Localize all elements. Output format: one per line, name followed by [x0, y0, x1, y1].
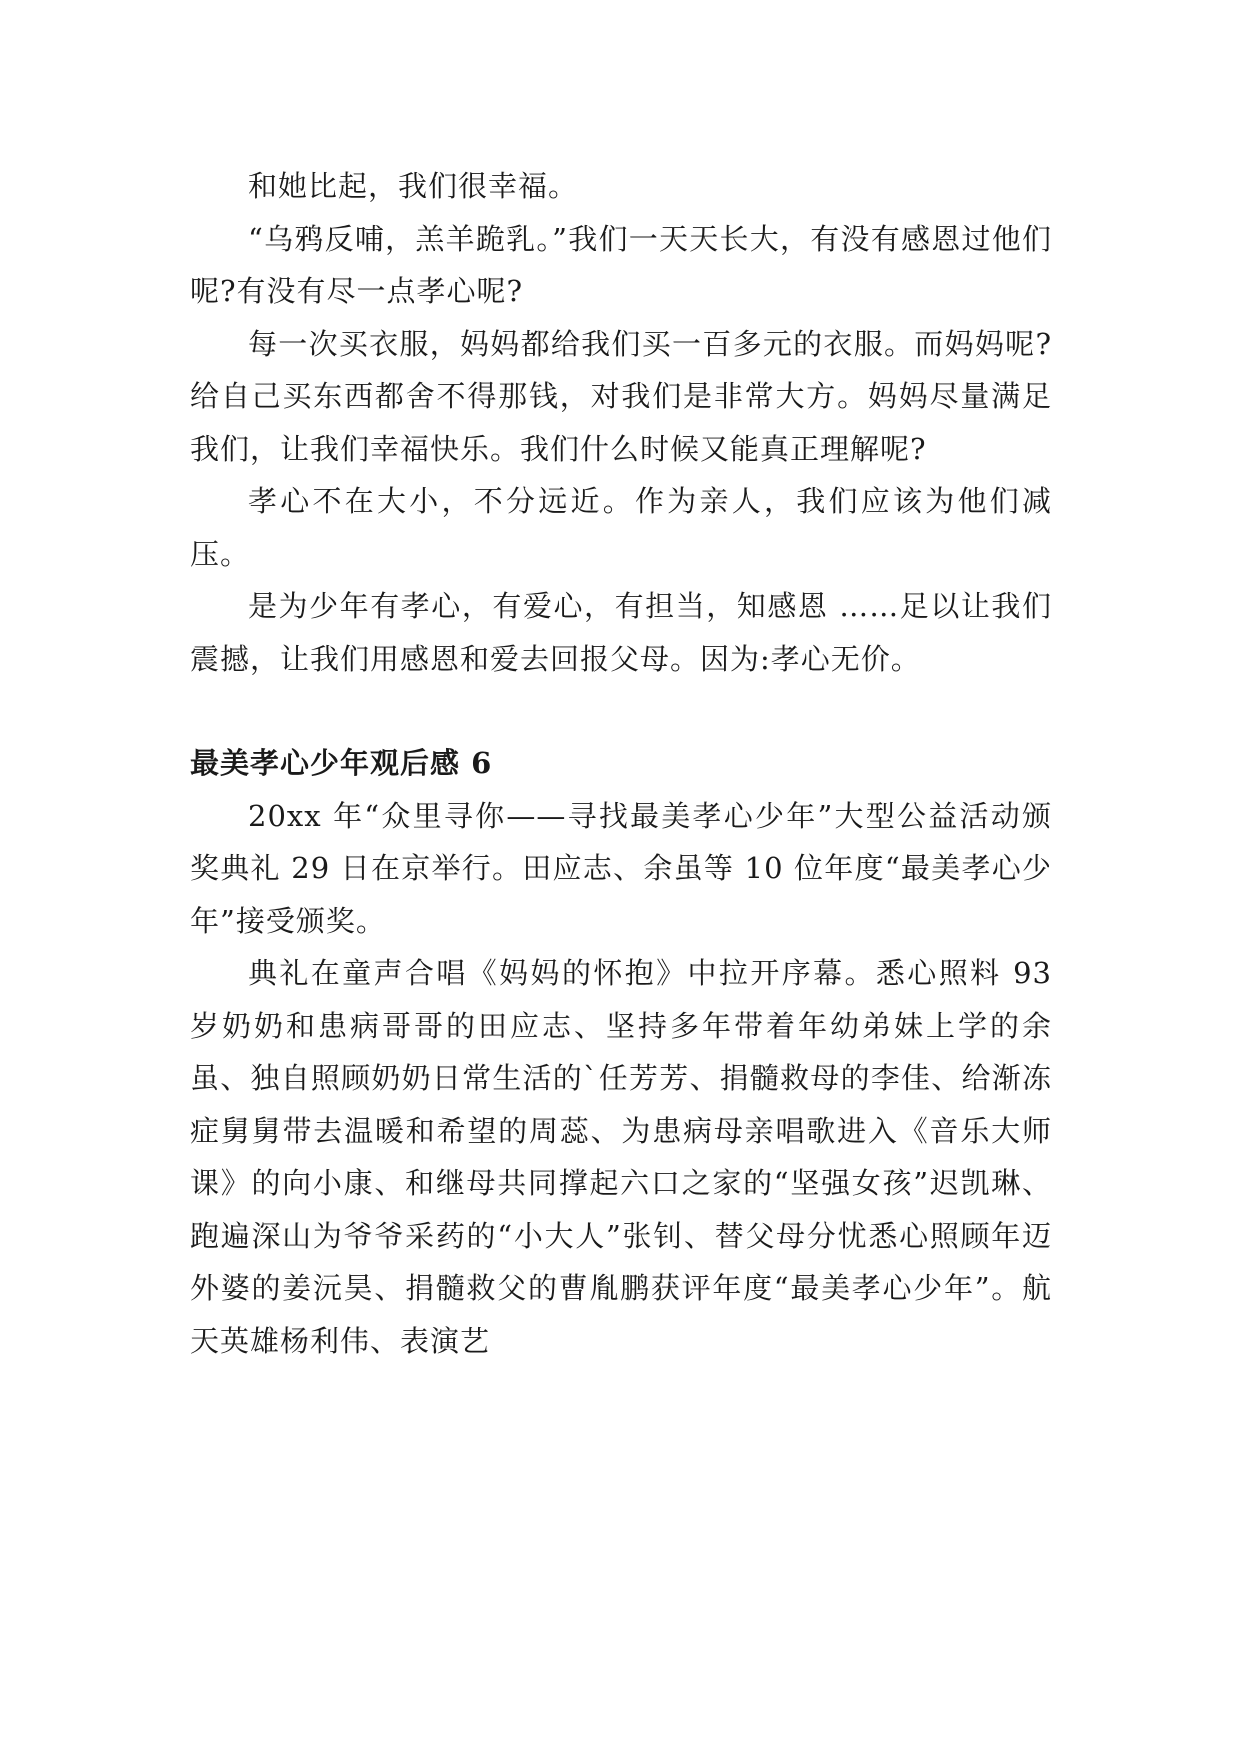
- section-gap: [190, 685, 1052, 737]
- paragraph-4: 孝心不在大小，不分远近。作为亲人，我们应该为他们减压。: [190, 484, 1052, 571]
- paragraph-1: 和她比起，我们很幸福。: [248, 169, 579, 203]
- paragraph-3: 每一次买衣服，妈妈都给我们买一百多元的衣服。而妈妈呢?给自己买东西都舍不得那钱，对我们是非常大方。妈妈尽量满足我们，让我们幸福快乐。我们什么时候又能真正理解呢?: [190, 326, 1052, 466]
- paragraph-7: 典礼在童声合唱《妈妈的怀抱》中拉开序幕。悉心照料 93 岁奶奶和患病哥哥的田应志、坚持多年带着年幼弟妹上学的余虽、独自照顾奶奶日常生活的`任芳芳、捐髓救母的李佳、给渐冻症舅舅带去温暖和希望的周蕊、为患病母亲唱歌进入《音乐大师课》的向小康、和继母共同撑起六口之家的“坚强女孩”迟凯琳、跑遍深山为爷爷采药的“小大人”张钊、替父母分忧悉心照顾年迈外婆的姜沅昊、捐髓救父的曹胤鹏获评年度“最美孝心少年”。航天英雄杨利伟、表演艺: [190, 956, 1052, 1358]
- paragraph-6: 20xx 年“众里寻你——寻找最美孝心少年”大型公益活动颁奖典礼 29 日在京举行。田应志、余虽等 10 位年度“最美孝心少年”接受颁奖。: [190, 798, 1052, 938]
- paragraph-2: “乌鸦反哺，羔羊跪乳。”我们一天天长大，有没有感恩过他们呢?有没有尽一点孝心呢?: [190, 221, 1052, 308]
- section-heading: 最美孝心少年观后感 6: [190, 746, 493, 780]
- paragraph-5: 是为少年有孝心，有爱心，有担当，知感恩 ……足以让我们震撼，让我们用感恩和爱去回报父母。因为:孝心无价。: [190, 589, 1052, 676]
- document-page: [190, 160, 1052, 1367]
